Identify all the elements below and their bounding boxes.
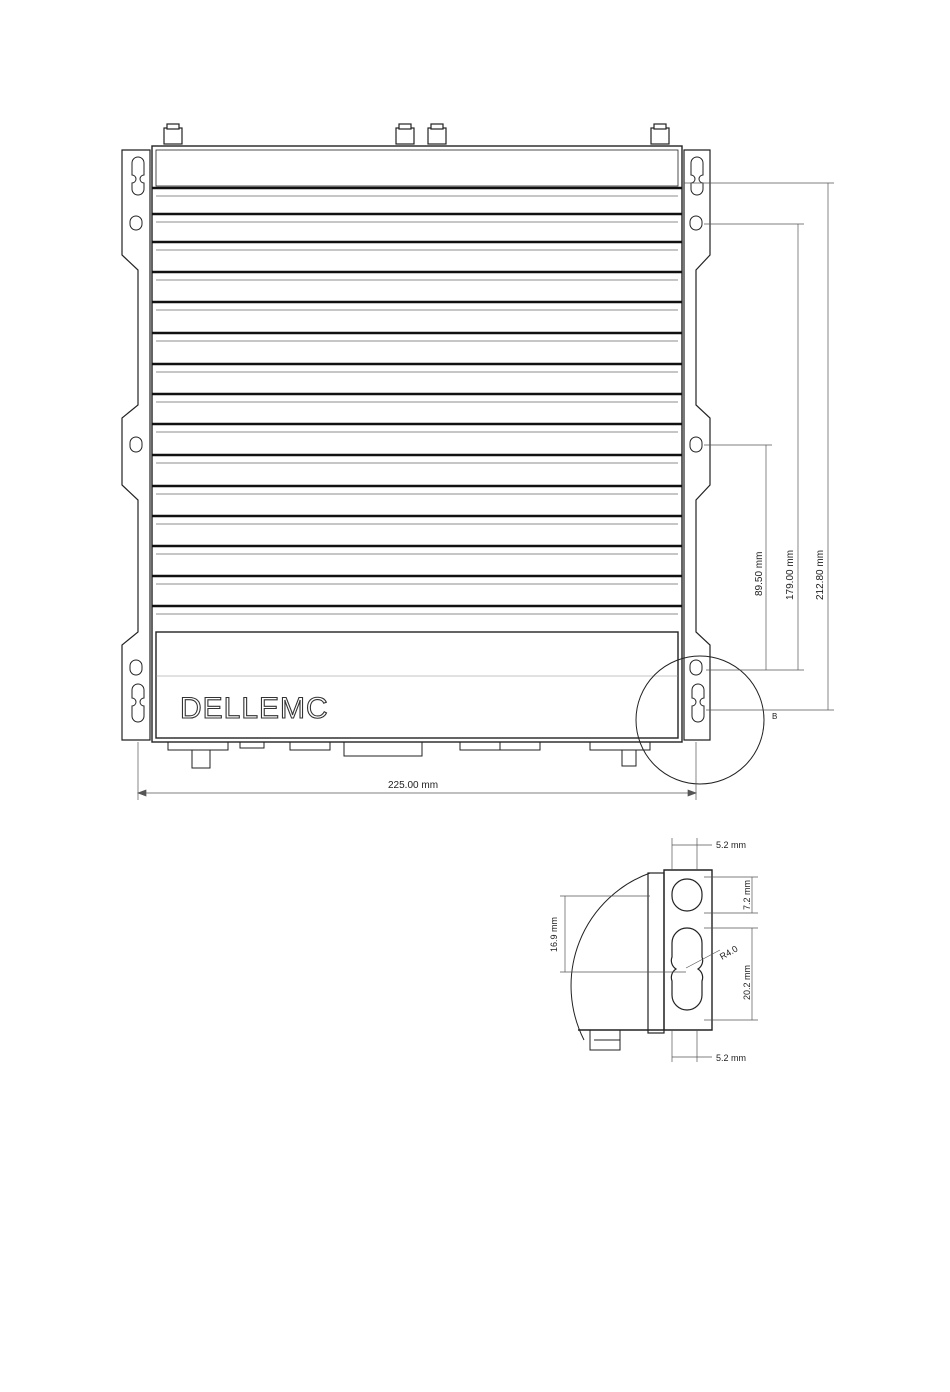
detail-dim-bottom-offset: 5.2 mm xyxy=(716,1053,747,1063)
dim-height-mid: 179.00 mm xyxy=(785,549,796,600)
detail-bracket xyxy=(664,870,712,1030)
detail-dim-top-offset: 5.2 mm xyxy=(716,840,747,850)
detail-dim-side-height: 16.9 mm xyxy=(549,916,559,952)
detail-keyhole xyxy=(671,928,702,1010)
dim-overall-width: 225.00 mm xyxy=(388,780,439,791)
detail-callout-label: B xyxy=(772,712,778,721)
heatsink-fins xyxy=(152,188,682,614)
dell-emc-logo: DELLEMC xyxy=(180,692,329,725)
detail-clip-arc xyxy=(571,873,650,1040)
dim-height-inner: 89.50 mm xyxy=(754,551,765,596)
device-body xyxy=(152,146,682,742)
detail-dim-slot-height: 7.2 mm xyxy=(742,879,752,910)
dim-height-outer: 212.80 mm xyxy=(815,549,826,600)
bottom-io-ports xyxy=(168,742,650,768)
device-front-view xyxy=(122,124,764,784)
mounting-bracket-outline xyxy=(122,150,150,740)
detail-dim-radius: R4.0 xyxy=(718,943,740,962)
detail-slot xyxy=(672,879,702,911)
detail-view-b xyxy=(571,870,712,1050)
detail-dim-keyhole-height: 20.2 mm xyxy=(742,964,752,1000)
antenna-connectors xyxy=(164,124,669,144)
detail-b-circle xyxy=(636,656,764,784)
